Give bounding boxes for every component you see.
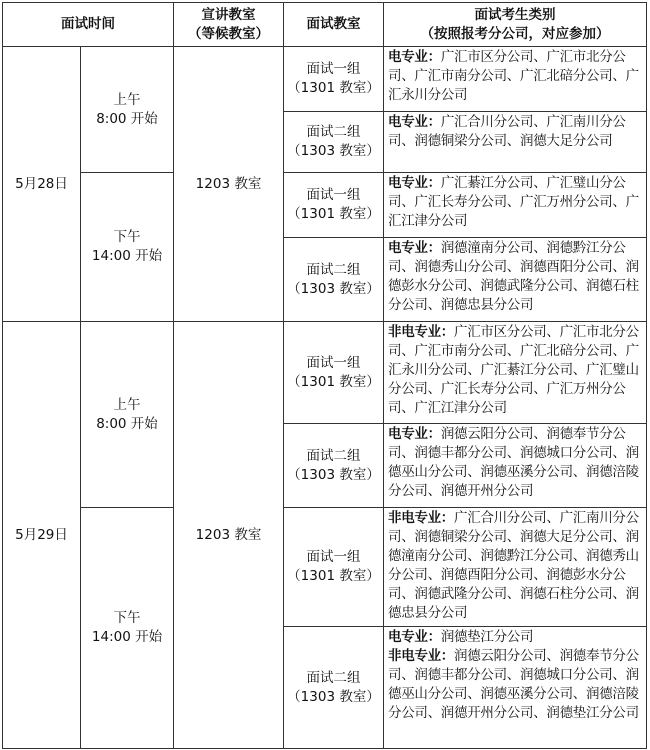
category-cell bbox=[384, 112, 647, 173]
group-room: （1301 教室） bbox=[287, 568, 380, 584]
category-cell bbox=[384, 424, 647, 508]
group-name: 面试二组 bbox=[306, 124, 361, 140]
session-period: 下午 bbox=[113, 229, 141, 245]
session-period: 下午 bbox=[113, 610, 141, 626]
header-time: 面试时间 bbox=[3, 3, 174, 47]
interview-group-cell bbox=[284, 173, 384, 238]
category-label: 电专业： bbox=[388, 426, 441, 442]
group-room: （1303 教室） bbox=[287, 280, 380, 297]
header-interview-room: 面试教室 bbox=[284, 3, 384, 47]
group-room: （1303 教室） bbox=[287, 143, 380, 159]
interview-group-cell bbox=[284, 112, 384, 173]
category-label: 电专业： bbox=[388, 175, 441, 191]
session-time-cell bbox=[81, 173, 174, 322]
date-cell: 5月29日 bbox=[3, 322, 81, 749]
category-cell bbox=[384, 47, 647, 112]
category-label: 非电专业： bbox=[388, 510, 454, 526]
category-text: 广汇綦江分公司、广汇璧山分公司、广汇长寿分公司、广汇万州分公司、广汇江津分公司 bbox=[388, 175, 639, 229]
category-text: 润德垫江分公司 bbox=[440, 629, 534, 645]
group-name: 面试二组 bbox=[306, 261, 361, 278]
group-name: 面试一组 bbox=[306, 187, 361, 203]
category-entry bbox=[388, 647, 643, 723]
category-cell bbox=[384, 238, 647, 322]
group-room: （1301 教室） bbox=[287, 373, 380, 390]
session-time-cell bbox=[81, 47, 174, 173]
session-start: 14:00 开始 bbox=[91, 248, 163, 264]
header-lecture-room-line2: （等候教室） bbox=[188, 25, 269, 42]
date-cell: 5月28日 bbox=[3, 47, 81, 322]
category-entry bbox=[388, 425, 643, 501]
header-category bbox=[384, 3, 647, 47]
interview-group-cell bbox=[284, 47, 384, 112]
lecture-room-cell: 1203 教室 bbox=[174, 322, 284, 749]
interview-schedule-table bbox=[2, 2, 647, 749]
header-row bbox=[3, 3, 647, 47]
header-lecture-room-line1: 宣讲教室 bbox=[201, 6, 256, 23]
category-label: 电专业： bbox=[388, 240, 441, 256]
session-start: 14:00 开始 bbox=[91, 629, 163, 645]
group-name: 面试二组 bbox=[306, 669, 361, 686]
interview-group-cell bbox=[284, 238, 384, 322]
group-room: （1301 教室） bbox=[287, 80, 380, 96]
session-start: 8:00 开始 bbox=[96, 415, 158, 432]
category-label: 非电专业： bbox=[388, 324, 454, 340]
category-entry bbox=[388, 323, 643, 418]
category-text: 广汇市区分公司、广汇市北分公司、广汇市南分公司、广汇北碚分公司、广汇永川分公司 bbox=[388, 49, 639, 103]
session-period: 上午 bbox=[113, 396, 141, 413]
interview-group-cell bbox=[284, 627, 384, 749]
interview-group-cell bbox=[284, 508, 384, 627]
category-cell bbox=[384, 508, 647, 627]
table-row bbox=[3, 322, 647, 424]
session-period: 上午 bbox=[113, 91, 141, 108]
category-cell bbox=[384, 627, 647, 749]
group-room: （1303 教室） bbox=[287, 688, 380, 705]
category-label: 电专业： bbox=[388, 114, 441, 130]
group-room: （1301 教室） bbox=[287, 206, 380, 222]
category-cell bbox=[384, 173, 647, 238]
category-text: 广汇合川分公司、广汇南川分公司、润德铜梁分公司、润德大足分公司、润德潼南分公司、润德黔江分公司、润德秀山分公司、润德酉阳分公司、润德彭水分公司、润德武隆分公司、润德石柱分公司、润德忠县分公司 bbox=[388, 510, 639, 621]
category-entry bbox=[388, 239, 643, 315]
category-text: 广汇合川分公司、广汇南川分公司、润德铜梁分公司、润德大足分公司 bbox=[388, 114, 626, 149]
category-entry bbox=[388, 628, 643, 647]
group-name: 面试一组 bbox=[306, 354, 361, 371]
session-start: 8:00 开始 bbox=[96, 110, 158, 127]
session-time-cell bbox=[81, 322, 174, 508]
session-time-cell bbox=[81, 508, 174, 749]
category-label: 非电专业： bbox=[388, 648, 454, 664]
category-text: 润德云阳分公司、润德奉节分公司、润德丰都分公司、润德城口分公司、润德巫山分公司、润德巫溪分公司、润德涪陵分公司、润德开州分公司、润德垫江分公司 bbox=[388, 648, 639, 721]
table-row bbox=[3, 173, 647, 238]
category-entry bbox=[388, 48, 643, 105]
group-room: （1303 教室） bbox=[287, 466, 380, 483]
category-entry bbox=[388, 174, 643, 231]
header-lecture-room bbox=[174, 3, 284, 47]
group-name: 面试一组 bbox=[306, 549, 361, 565]
category-entry bbox=[388, 509, 643, 623]
category-text: 广汇市区分公司、广汇市北分公司、广汇市南分公司、广汇北碚分公司、广汇永川分公司、广汇綦江分公司、广汇璧山分公司、广汇长寿分公司、广汇万州分公司、广汇江津分公司 bbox=[388, 324, 639, 416]
table-row bbox=[3, 508, 647, 627]
header-category-line2: （按照报考分公司，对应参加） bbox=[420, 25, 610, 42]
interview-group-cell bbox=[284, 322, 384, 424]
category-text: 润德云阳分公司、润德奉节分公司、润德丰都分公司、润德城口分公司、润德巫山分公司、润德巫溪分公司、润德涪陵分公司、润德开州分公司 bbox=[388, 426, 639, 499]
category-cell bbox=[384, 322, 647, 424]
group-name: 面试一组 bbox=[306, 61, 361, 77]
group-name: 面试二组 bbox=[306, 447, 361, 464]
table-row bbox=[3, 47, 647, 112]
category-label: 电专业： bbox=[388, 49, 441, 65]
category-label: 电专业： bbox=[388, 629, 441, 645]
interview-group-cell bbox=[284, 424, 384, 508]
category-text: 润德潼南分公司、润德黔江分公司、润德秀山分公司、润德酉阳分公司、润德彭水分公司、润德武隆分公司、润德石柱分公司、润德忠县分公司 bbox=[388, 240, 639, 313]
lecture-room-cell: 1203 教室 bbox=[174, 47, 284, 322]
header-category-line1: 面试考生类别 bbox=[474, 6, 556, 23]
category-entry bbox=[388, 113, 643, 151]
